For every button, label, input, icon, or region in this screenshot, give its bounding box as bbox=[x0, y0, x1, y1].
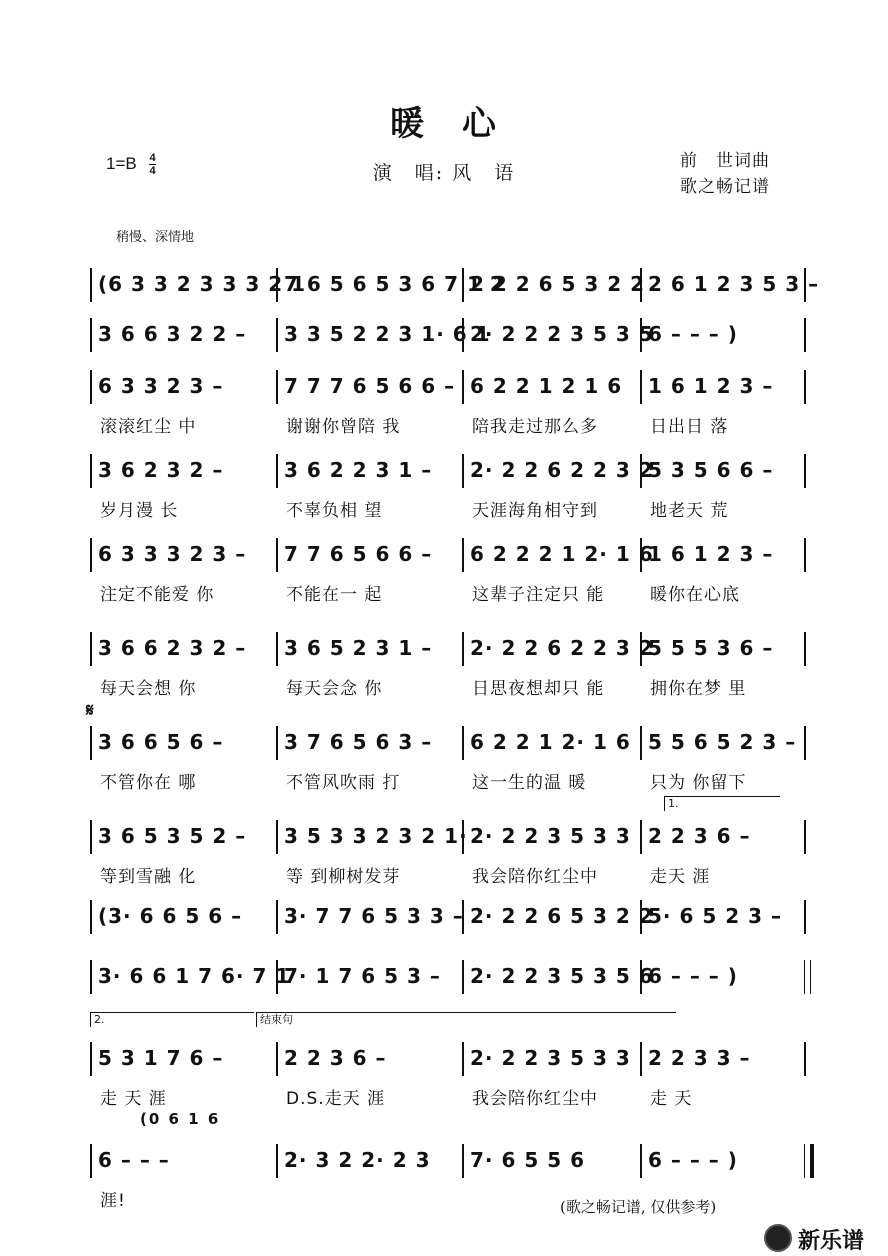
barline bbox=[462, 1042, 464, 1076]
lyric-segment: 不管风吹雨 打 bbox=[286, 773, 401, 793]
measure-notes: 3 3 5 2 2 3 1· 6 1 bbox=[284, 322, 491, 346]
site-logo bbox=[764, 1220, 888, 1254]
measure-notes: 6 3 3 3 2 3 – bbox=[98, 542, 247, 566]
lyric-segment: 不管你在 哪 bbox=[100, 773, 197, 793]
lyric-segment: D.S.走天 涯 bbox=[286, 1089, 386, 1109]
barline bbox=[90, 960, 92, 994]
measure-notes: 6 – – – ) bbox=[648, 322, 738, 346]
measure-notes: 2· 3 2 2· 2 3 bbox=[284, 1148, 431, 1172]
lyric-segment: 不辜负相 望 bbox=[286, 501, 383, 521]
staff-system bbox=[90, 374, 804, 404]
measure-notes: 3· 6 6 1 7 6· 7 1 bbox=[98, 964, 291, 988]
lyric-segment: 走天 涯 bbox=[650, 867, 711, 887]
lyric-segment: 滚滚红尘 中 bbox=[100, 417, 197, 437]
measure-notes: 3 6 5 3 5 2 – bbox=[98, 824, 247, 848]
measure-notes: 7· 6 5 5 6 bbox=[470, 1148, 586, 1172]
measure-notes: 6 2 2 2 1 2· 1 6 bbox=[470, 542, 654, 566]
lyric-segment: 这辈子注定只 能 bbox=[472, 585, 605, 605]
lyric-segment: 走 天 bbox=[650, 1089, 693, 1109]
measure-notes: 2 2 3 6 – bbox=[284, 1046, 387, 1070]
lyric-segment: 涯! bbox=[100, 1191, 126, 1211]
lyric-segment: 陪我走过那么多 bbox=[472, 417, 598, 437]
barline bbox=[90, 538, 92, 572]
staff-system bbox=[90, 1148, 804, 1178]
barline bbox=[462, 370, 464, 404]
lyric-segment: 每天会念 你 bbox=[286, 679, 383, 699]
barline bbox=[276, 318, 278, 352]
measure-notes: 2 6 1 2 3 5 3 – bbox=[648, 272, 820, 296]
measure-notes: 2· 2 2 6 2 2 3 2 bbox=[470, 458, 654, 482]
measure-notes: 3· 7 7 6 5 3 3 – bbox=[284, 904, 464, 928]
measure-notes: 7· 1 7 6 5 3 – bbox=[284, 964, 441, 988]
barline bbox=[462, 538, 464, 572]
measure-notes: 2· 2 2 3 5 3 3 bbox=[470, 824, 631, 848]
ending-pickup: (0 6 1 6 bbox=[140, 1110, 221, 1128]
barline bbox=[804, 1144, 814, 1178]
barline bbox=[276, 1144, 278, 1178]
barline bbox=[462, 1144, 464, 1178]
barline bbox=[276, 538, 278, 572]
lyric-line bbox=[90, 862, 804, 887]
lyric-segment: 只为 你留下 bbox=[650, 773, 747, 793]
footer-note: (歌之畅记谱, 仅供参考) bbox=[560, 1198, 717, 1216]
staff-system bbox=[90, 904, 804, 934]
lyric-segment: 拥你在梦 里 bbox=[650, 679, 747, 699]
measure-notes: 2· 2 2 6 2 2 3 2 bbox=[470, 636, 654, 660]
lyric-segment: 不能在一 起 bbox=[286, 585, 383, 605]
staff-system bbox=[90, 458, 804, 488]
measure-notes: 3 6 5 2 3 1 – bbox=[284, 636, 433, 660]
measure-notes: 1 6 1 2 3 – bbox=[648, 374, 774, 398]
measure-notes: 3 6 6 5 6 – bbox=[98, 730, 224, 754]
record-disc-icon bbox=[764, 1224, 792, 1252]
measure-notes: 2· 2 2 2 3 5 3 5 bbox=[470, 322, 654, 346]
barline bbox=[804, 318, 806, 352]
barline bbox=[90, 632, 92, 666]
barline bbox=[90, 900, 92, 934]
barline bbox=[640, 820, 642, 854]
lyric-line bbox=[90, 674, 804, 699]
lyric-segment: 注定不能爱 你 bbox=[100, 585, 215, 605]
lyric-segment: 日出日 落 bbox=[650, 417, 729, 437]
barline bbox=[804, 454, 806, 488]
lyric-line bbox=[90, 768, 804, 793]
measure-notes: 6 – – – bbox=[98, 1148, 170, 1172]
key-signature bbox=[106, 152, 156, 177]
lyric-segment: 暖你在心底 bbox=[650, 585, 740, 605]
time-signature: $\frac{4}{4}$ bbox=[149, 152, 156, 177]
barline bbox=[90, 454, 92, 488]
key-label: 1=B bbox=[106, 153, 137, 173]
measure-notes: 6 – – – ) bbox=[648, 1148, 738, 1172]
barline bbox=[804, 632, 806, 666]
measure-notes: 6 3 3 2 3 – bbox=[98, 374, 224, 398]
barline bbox=[276, 726, 278, 760]
barline bbox=[276, 900, 278, 934]
staff-system bbox=[90, 730, 804, 760]
barline bbox=[276, 370, 278, 404]
barline bbox=[90, 318, 92, 352]
composer-credit: 前 世词曲 bbox=[680, 151, 770, 171]
measure-notes: 2· 2 2 3 5 3 5 6 bbox=[470, 964, 654, 988]
measure-notes: 3 6 6 3 2 2 – bbox=[98, 322, 247, 346]
measure-notes: 5· 6 5 2 3 – bbox=[648, 904, 782, 928]
lyric-segment: 岁月漫 长 bbox=[100, 501, 179, 521]
barline bbox=[90, 820, 92, 854]
barline bbox=[90, 268, 92, 302]
barline bbox=[640, 1144, 642, 1178]
barline bbox=[90, 1042, 92, 1076]
singer-line: 演 唱: 风 语 bbox=[372, 162, 516, 184]
barline bbox=[90, 1144, 92, 1178]
barline bbox=[804, 1042, 806, 1076]
lyric-segment: 等到雪融 化 bbox=[100, 867, 197, 887]
staff-system bbox=[90, 636, 804, 666]
barline bbox=[462, 454, 464, 488]
lyric-segment: 每天会想 你 bbox=[100, 679, 197, 699]
measure-notes: (3· 6 6 5 6 – bbox=[98, 904, 243, 928]
lyric-line bbox=[90, 496, 804, 521]
lyric-segment: 谢谢你曾陪 我 bbox=[286, 417, 401, 437]
measure-notes: (6 3 3 2 3 3 3 2 1 bbox=[98, 272, 307, 296]
staff-system bbox=[90, 824, 804, 854]
measure-notes: 5 3 5 6 6 – bbox=[648, 458, 774, 482]
measure-notes: 3 6 2 2 3 1 – bbox=[284, 458, 433, 482]
barline bbox=[462, 632, 464, 666]
measure-notes: 1 6 1 2 3 – bbox=[648, 542, 774, 566]
staff-system bbox=[90, 542, 804, 572]
measure-notes: 3 6 6 2 3 2 – bbox=[98, 636, 247, 660]
barline bbox=[640, 370, 642, 404]
lyric-segment: 天涯海角相守到 bbox=[472, 501, 598, 521]
barline bbox=[90, 370, 92, 404]
segno-sign: 𝄋 bbox=[86, 700, 94, 721]
measure-notes: 3 7 6 5 6 3 – bbox=[284, 730, 433, 754]
first-ending-bracket: 1. bbox=[664, 796, 780, 811]
measure-notes: 2 2 3 3 – bbox=[648, 1046, 751, 1070]
lyric-segment: 地老天 荒 bbox=[650, 501, 729, 521]
barline bbox=[462, 726, 464, 760]
barline bbox=[804, 538, 806, 572]
measure-notes: 5 3 1 7 6 – bbox=[98, 1046, 224, 1070]
lyric-line bbox=[90, 1084, 804, 1109]
measure-notes: 6 – – – ) bbox=[648, 964, 738, 988]
barline bbox=[276, 820, 278, 854]
barline bbox=[276, 1042, 278, 1076]
measure-notes: 2 2 2 6 5 3 2 2 bbox=[470, 272, 646, 296]
measure-notes: 7 6 5 6 5 3 6 7 1 2 bbox=[284, 272, 505, 296]
barline bbox=[804, 726, 806, 760]
measure-notes: 2· 2 2 3 5 3 3 bbox=[470, 1046, 631, 1070]
lyric-segment: 我会陪你红尘中 bbox=[472, 867, 598, 887]
lyric-segment: 走 天 涯 bbox=[100, 1089, 167, 1109]
second-ending-bracket: 2. bbox=[90, 1012, 254, 1027]
measure-notes: 7 7 6 5 6 6 – bbox=[284, 542, 433, 566]
measure-notes: 6 2 2 1 2· 1 6 bbox=[470, 730, 631, 754]
coda-bracket: 结束句 bbox=[256, 1012, 676, 1027]
measure-notes: 2· 2 2 6 5 3 2 2 bbox=[470, 904, 654, 928]
measure-notes: 3 5 3 3 2 3 2 1· bbox=[284, 824, 468, 848]
lyric-line bbox=[90, 580, 804, 605]
lyric-segment: 这一生的温 暖 bbox=[472, 773, 587, 793]
measure-notes: 5 5 6 5 2 3 – bbox=[648, 730, 797, 754]
staff-system bbox=[90, 322, 804, 352]
song-title: 暖 心 bbox=[390, 104, 498, 144]
barline bbox=[90, 726, 92, 760]
lyric-segment: 日思夜想却只 能 bbox=[472, 679, 605, 699]
measure-notes: 7 7 7 6 5 6 6 – bbox=[284, 374, 456, 398]
barline bbox=[804, 370, 806, 404]
staff-system bbox=[90, 964, 804, 994]
barline bbox=[640, 1042, 642, 1076]
staff-system bbox=[90, 1046, 804, 1076]
barline bbox=[804, 960, 811, 994]
transcriber-credit: 歌之畅记谱 bbox=[680, 177, 770, 197]
measure-notes: 3 6 2 3 2 – bbox=[98, 458, 224, 482]
barline bbox=[276, 454, 278, 488]
measure-notes: 6 2 2 1 2 1 6 bbox=[470, 374, 623, 398]
barline bbox=[462, 960, 464, 994]
staff-system bbox=[90, 272, 820, 302]
lyric-segment: 我会陪你红尘中 bbox=[472, 1089, 598, 1109]
lyric-segment: 等 到柳树发芽 bbox=[286, 867, 401, 887]
measure-notes: 2 2 3 6 – bbox=[648, 824, 751, 848]
measure-notes: 5 5 5 3 6 – bbox=[648, 636, 774, 660]
tempo-marking: 稍慢、深情地 bbox=[116, 230, 195, 245]
barline bbox=[804, 900, 806, 934]
lyric-line bbox=[90, 412, 804, 437]
logo-text: 新乐谱 bbox=[798, 1229, 865, 1254]
barline bbox=[276, 632, 278, 666]
barline bbox=[804, 820, 806, 854]
barline bbox=[640, 726, 642, 760]
